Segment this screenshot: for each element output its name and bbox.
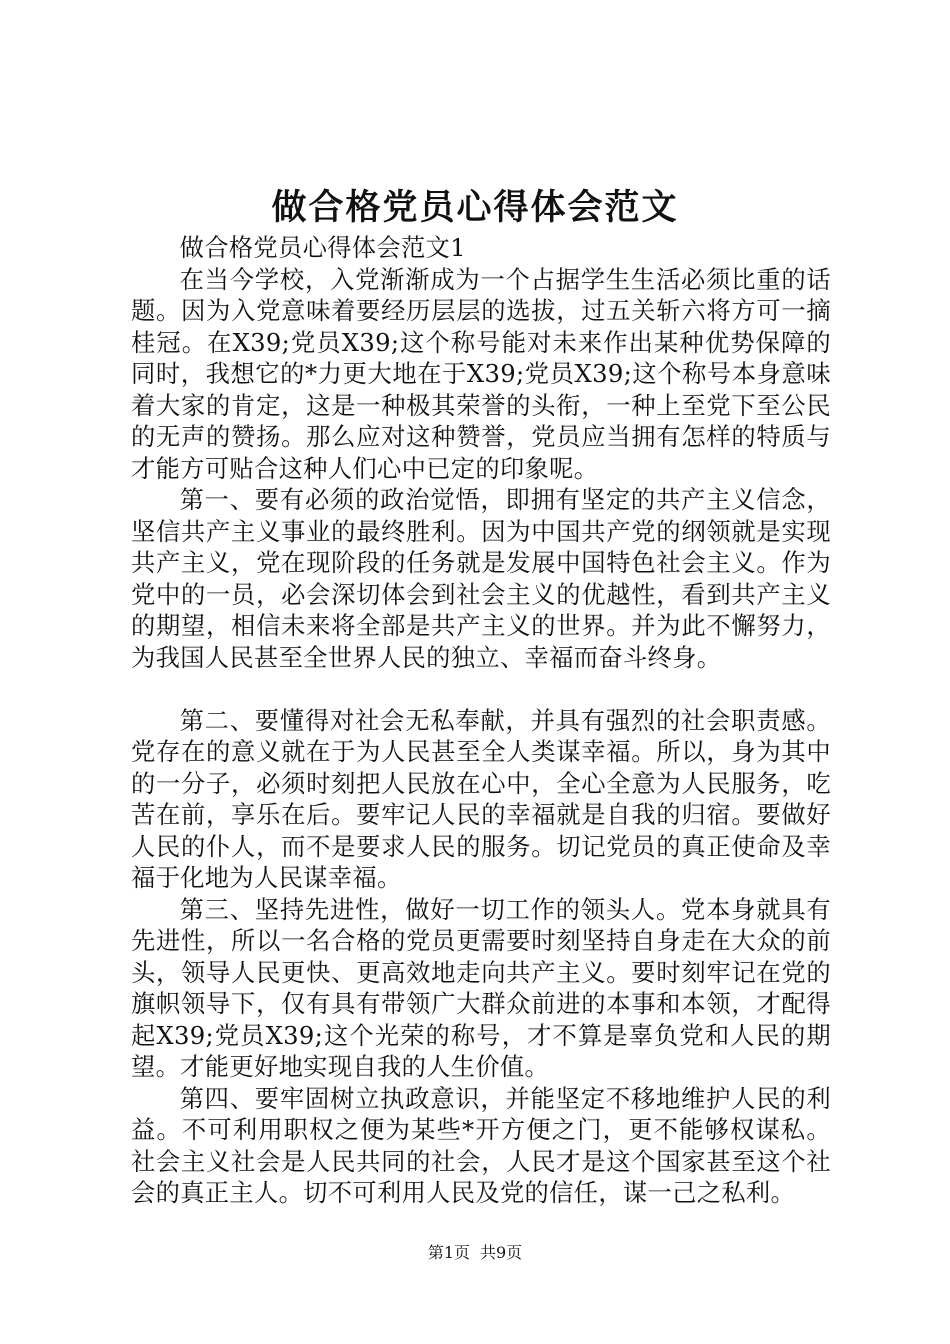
document-subtitle: 做合格党员心得体会范文1 bbox=[179, 233, 466, 262]
paragraph-intro: 在当今学校，入党渐渐成为一个占据学生生活必须比重的话题。因为入党意味着要经历层层的选拔，过五关斩六将方可一摘桂冠。在X39;党员X39;这个称号能对未来作出某种优势保障的同时，我想它的*力更大地在于X39;党员X39;这个称号本身意味着大家的肯定，这是一种极其荣誉的头衔，一种上至党下至公民的无声的赞扬。那么应对这种赞誉，党员应当拥有怎样的特质与才能方可贴合这种人们心中已定的印象呢。 bbox=[131, 264, 831, 483]
document-title: 做合格党员心得体会范文 bbox=[271, 187, 679, 228]
paragraph-fourth: 第四、要牢固树立执政意识，并能坚定不移地维护人民的利益。不可利用职权之便为某些*开方便之门，更不能够权谋私。社会主义社会是人民共同的社会，人民才是这个国家甚至这个社会的真正主人。切不可利用人民及党的信任，谋一己之私利。 bbox=[131, 1083, 831, 1207]
paragraph-first: 第一、要有必须的政治觉悟，即拥有坚定的共产主义信念，坚信共产主义事业的最终胜利。因为中国共产党的纲领就是实现共产主义，党在现阶段的任务就是发展中国特色社会主义。作为党中的一员，必会深切体会到社会主义的优越性，看到共产主义的期望，相信未来将全部是共产主义的世界。并为此不懈努力，为我国人民甚至全世界人民的独立、幸福而奋斗终身。 bbox=[131, 485, 831, 672]
paragraph-second: 第二、要懂得对社会无私奉献，并具有强烈的社会职责感。党存在的意义就在于为人民甚至全人类谋幸福。所以，身为其中的一分子，必须时刻把人民放在心中，全心全意为人民服务，吃苦在前，享乐在后。要牢记人民的幸福就是自我的归宿。要做好人民的仆人，而不是要求人民的服务。切记党员的真正使命及幸福于化地为人民谋幸福。 bbox=[131, 705, 831, 892]
document-body bbox=[131, 232, 831, 1209]
page-number-current: 第1页 bbox=[427, 1243, 470, 1262]
page-number-total: 共9页 bbox=[480, 1243, 523, 1262]
page-footer bbox=[0, 1241, 950, 1265]
paragraph-third: 第三、坚持先进性，做好一切工作的领头人。党本身就具有先进性，所以一名合格的党员更需要时刻坚持自身走在大众的前头，领导人民更快、更高效地走向共产主义。要时刻牢记在党的旗帜领导下，仅有具有带领广大群众前进的本事和本领，才配得起X39;党员X39;这个光荣的称号，才不算是辜负党和人民的期望。才能更好地实现自我的人生价值。 bbox=[131, 894, 831, 1081]
